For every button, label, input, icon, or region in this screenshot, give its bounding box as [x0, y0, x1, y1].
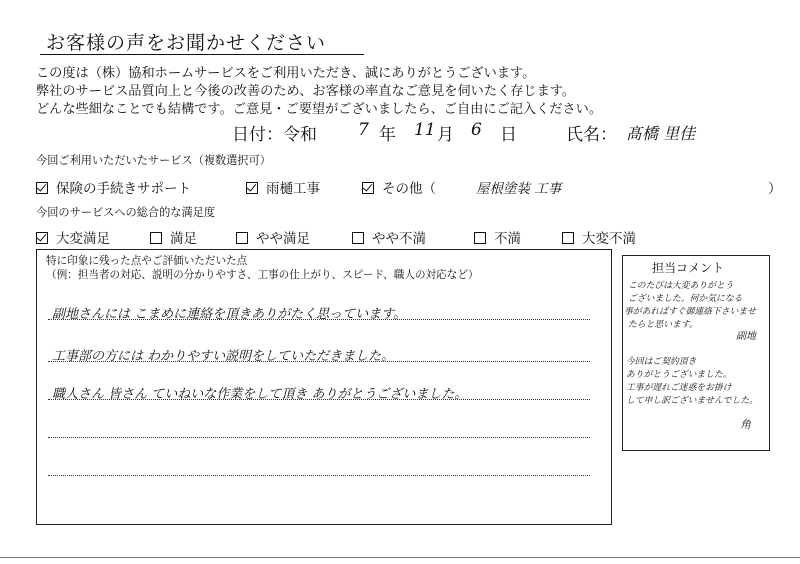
feedback-example: （例：担当者の対応、説明の分かりやすさ、工事の仕上がり、スピード、職人の対応など）	[46, 269, 479, 281]
intro-line-1: この度は（株）協和ホームサービスをご利用いただき、誠にありがとうございます。	[36, 66, 536, 81]
staff-comment-line-6: ありがとうございました。	[626, 370, 732, 380]
satisfaction-heading: 今回のサービスへの総合的な満足度	[36, 206, 216, 219]
satisfaction-option-somewhat-dissatisfied[interactable]	[352, 227, 426, 247]
date-label: 日付：令和	[232, 125, 317, 145]
satisfaction-label-dissatisfied: 不満	[494, 231, 521, 247]
date-year-unit: 年	[379, 125, 396, 145]
feedback-heading: 特に印象に残った点やご評価いただいた点	[46, 255, 248, 267]
service-option-insurance[interactable]	[36, 177, 191, 197]
services-heading: 今回ご利用いただいたサービス（複数選択可）	[36, 154, 271, 167]
date-day-value[interactable]: 6	[471, 120, 482, 140]
staff-comment-title: 担当コメント	[652, 261, 725, 275]
checkbox-gutter[interactable]	[246, 182, 258, 194]
checkbox-very-satisfied[interactable]	[36, 232, 48, 244]
staff-comment-line-3: 事があればすぐ御連絡下さいませ	[624, 307, 756, 317]
title-underline	[40, 54, 364, 55]
service-label-insurance: 保険の手続きサポート	[56, 181, 191, 197]
satisfaction-label-very-dissatisfied: 大変不満	[582, 231, 636, 247]
checkbox-satisfied[interactable]	[150, 232, 162, 244]
checkbox-very-dissatisfied[interactable]	[562, 232, 574, 244]
service-option-gutter[interactable]	[246, 177, 320, 197]
staff-comment-line-2: ございました。何か気になる	[628, 294, 743, 304]
service-label-gutter: 雨樋工事	[266, 181, 320, 197]
feedback-rule-3	[48, 399, 590, 400]
checkbox-dissatisfied[interactable]	[474, 232, 486, 244]
service-label-other: その他（	[382, 181, 436, 197]
feedback-line-1[interactable]: 副地さんには こまめに連絡を頂きありがたく思っています。	[52, 307, 407, 322]
name-label: 氏名：	[566, 125, 617, 145]
feedback-rule-4	[48, 437, 590, 438]
name-value[interactable]: 髙橋 里佳	[626, 124, 696, 143]
intro-line-2: 弊社のサービス品質向上と今後の改善のため、お客様の率直なご意見を伺いたく存じます。	[36, 84, 576, 99]
satisfaction-label-somewhat-satisfied: やや満足	[256, 231, 310, 247]
staff-comment-line-8: して申し訳ございませんでした。	[626, 396, 758, 406]
feedback-rule-2	[48, 361, 590, 362]
staff-signature-1: 副地	[736, 331, 756, 342]
date-year-value[interactable]: 7	[358, 120, 369, 140]
satisfaction-option-very-dissatisfied[interactable]	[562, 227, 636, 247]
satisfaction-option-very-satisfied[interactable]	[36, 227, 110, 247]
intro-line-3: どんな些細なことでも結構です。ご意見・ご要望がございましたら、ご自由にご記入ください。	[36, 102, 603, 117]
checkbox-somewhat-satisfied[interactable]	[236, 232, 248, 244]
service-other-note[interactable]: 屋根塗装 工事	[476, 181, 562, 197]
staff-comment-line-5: 今回はご契約頂き	[626, 357, 697, 367]
satisfaction-label-very-satisfied: 大変満足	[56, 231, 110, 247]
date-day-unit: 日	[500, 125, 517, 145]
feedback-line-2[interactable]: 工事部の方には わかりやすい説明をしていただきました。	[52, 349, 395, 364]
service-other-close: ）	[768, 181, 782, 197]
checkbox-other[interactable]	[362, 182, 374, 194]
staff-signature-2: 角	[740, 418, 751, 431]
page-bottom-rule	[0, 557, 800, 558]
feedback-rule-5	[48, 475, 590, 476]
satisfaction-label-somewhat-dissatisfied: やや不満	[372, 231, 426, 247]
date-month-unit: 月	[437, 125, 454, 145]
service-option-other[interactable]	[362, 177, 436, 197]
feedback-line-3[interactable]: 職人さん 皆さん ていねいな作業をして頂き ありがとうございました。	[52, 387, 468, 402]
checkbox-somewhat-dissatisfied[interactable]	[352, 232, 364, 244]
staff-comment-line-7: 工事が遅れご迷惑をお掛け	[626, 383, 732, 393]
staff-comment-line-4: たらと思います。	[628, 320, 698, 330]
feedback-rule-1	[48, 319, 590, 320]
staff-comment-line-1: このたびは大変ありがとう	[628, 281, 734, 291]
checkbox-insurance[interactable]	[36, 182, 48, 194]
date-month-value[interactable]: 11	[414, 120, 436, 140]
satisfaction-option-satisfied[interactable]	[150, 227, 197, 247]
page-title: お客様の声をお聞かせください	[46, 32, 327, 54]
satisfaction-option-dissatisfied[interactable]	[474, 227, 521, 247]
satisfaction-option-somewhat-satisfied[interactable]	[236, 227, 310, 247]
satisfaction-label-satisfied: 満足	[170, 231, 197, 247]
